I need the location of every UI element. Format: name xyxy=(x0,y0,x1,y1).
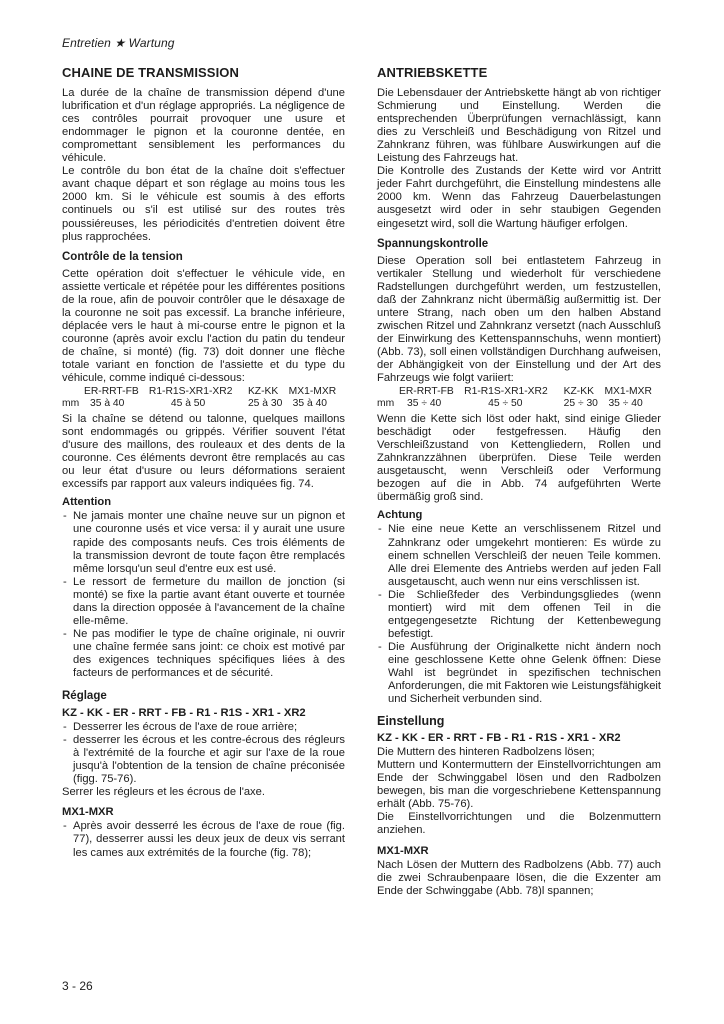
fr-mx-item: - Après avoir desserré les écrous de l'axe de roue (fig. 77), desserrer aussi les deux jeux de deux vis serrant les cames aux extrémités de la fourche (fig. 78); xyxy=(62,820,345,859)
fr-mx-list xyxy=(62,820,345,859)
fr-attention-item: - Ne pas modifier le type de chaîne originale, ni ouvrir une chaîne fermée sans joint: ce choix est motivé par des exigences techniques spécifiques liées à des facteurs de performances et de sécurité. xyxy=(62,628,345,680)
fr-table-value-row xyxy=(62,398,345,410)
fr-table-header-row xyxy=(62,386,345,398)
de-table-value: 35 ÷ 40 xyxy=(608,398,643,410)
de-intro-paragraph: Die Kontrolle des Zustands der Kette wird vor Antritt jeder Fahrt durchgeführt, die Einstellung mindestens alle 2000 km. Wenn das Fahrzeug Dauerbelastungen ausgesetzt wird oder in sehr staubigen Gegenden eingesetzt wird, soll die Wartung häufiger erfolgen. xyxy=(377,165,661,230)
de-wear-paragraph: Wenn die Kette sich löst oder hakt, sind einige Glieder beschädigt oder festgefressen. Häufig den Verschleißzustand von Kettengliedern, Rollen und Zahnkranzzähnen überprüfen. Diese Teile werden ausgetauscht, wenn Verschleiß oder Verformung bezogen auf die in Abb. 74 aufgeführten Werte übermäßig groß sind. xyxy=(377,413,661,504)
fr-reglage-list xyxy=(62,721,345,786)
de-table-header-row xyxy=(377,386,661,398)
de-einstellung-line: Muttern und Kontermuttern der Einstellvorrichtungen am Ende der Schwinggabel lösen und den Radbolzen bewegen, bis man die vorgeschriebene Kettenspannung erhält (Abb. 75-76). xyxy=(377,759,661,811)
de-attention-heading: Achtung xyxy=(377,509,423,522)
de-table-model: KZ-KK xyxy=(563,386,594,398)
fr-reglage-item: - desserrer les écrous et les contre-écrous des régleurs à l'extrémité de la fourche et agir sur l'axe de la roue jusqu'à l'obtention de la tension de chaîne préconisée (figg. 75-76). xyxy=(62,734,345,786)
french-column xyxy=(62,66,345,860)
fr-attention-heading: Attention xyxy=(62,496,112,509)
de-table-model: ER-RRT-FB xyxy=(399,386,454,398)
fr-mx-heading: MX1-MXR xyxy=(62,806,114,819)
fr-reglage-item: - Desserrer les écrous de l'axe de roue arrière; xyxy=(62,721,345,734)
fr-attention-item: - Ne jamais monter une chaîne neuve sur un pignon et une couronne usés et vice versa: il y aurait une usure rapide des composants neufs. Ces trois éléments de la transmission devront de toute façon être remplacés même lorsqu'un seul d'entre eux est usé. xyxy=(62,510,345,575)
fr-section-title: CHAINE DE TRANSMISSION xyxy=(62,65,239,80)
de-section-title: ANTRIEBSKETTE xyxy=(377,65,488,80)
fr-attention-item: - Le ressort de fermeture du maillon de jonction (si monté) se fixe la partie avant étant ouverte et tournée dans la direction opposée à l'avancement de la chaîne elle-même. xyxy=(62,576,345,628)
de-einstellung-models: KZ - KK - ER - RRT - FB - R1 - R1S - XR1 - XR2 xyxy=(377,732,621,745)
de-tension-paragraph: Diese Operation soll bei entlastetem Fahrzeug in vertikaler Stellung und wiederholt für verschiedene Radstellungen durchgeführt werden, um festzustellen, daß der Zahnkranz nicht übermäßig außermittig ist. Der untere Strang, nach oben um den halben Abstand zwischen Ritzel und Zahnkranz versetzt (nach Ausschluß der Einwirkung des Kettenspannschuhs, wenn montiert) (Abb. 73), soll einen vollständigen Durchhang aufweisen, der Abhängigkeit von der Einstellung und der Art des Fahrzeugs wie folgt variiert: xyxy=(377,254,661,385)
de-attention-list xyxy=(377,523,661,706)
fr-intro-paragraph: Le contrôle du bon état de la chaîne doit s'effectuer avant chaque départ et son réglage au moins tous les 2000 km. Si le véhicule est soumis à des efforts continuels ou s'il est utilisé sur des routes très poussiéreuses, les périodicités d'entretien doivent être plus rapprochées. xyxy=(62,165,345,243)
de-tension-table xyxy=(377,386,661,410)
fr-reglage-end: Serrer les régleurs et les écrous de l'axe. xyxy=(62,786,265,799)
fr-table-model: R1-R1S-XR1-XR2 xyxy=(148,386,233,398)
de-attention-item: - Die Schließfeder des Verbindungsgliedes (wenn montiert) wird mit dem offenen Teil in die entgegengesetzte Richtung der Kettenbewegung befestigt. xyxy=(377,589,661,641)
page-number: 3 - 26 xyxy=(62,979,93,993)
de-attention-item: - Die Ausführung der Originalkette nicht ändern noch eine geschlossene Kette ohne Gelenk öffnen: Diese Wahl ist begründet in spezifischen technischen Anforderungen, die mit Faktoren wie Leistungsfähigkeit und Sicherheit verbunden sind. xyxy=(377,641,661,706)
de-attention-item: - Nie eine neue Kette an verschlissenem Ritzel und Zahnkranz oder umgekehrt montieren: Es würde zu einem schnellen Verschleiß der neuen Teile kommen. Alle drei Elemente des Antriebs werden auf jeden Fall ausgetauscht, auch wenn nur eins verschlissen ist. xyxy=(377,523,661,588)
de-einstellung-line: Die Muttern des hinteren Radbolzens lösen; xyxy=(377,746,595,759)
de-tension-heading: Spannungskontrolle xyxy=(377,237,489,250)
fr-tension-table xyxy=(62,386,345,410)
fr-table-value: 25 à 30 xyxy=(247,398,283,410)
fr-attention-list xyxy=(62,510,345,680)
fr-table-model: KZ-KK xyxy=(247,386,279,398)
running-header: Entretien ★ Wartung xyxy=(62,36,175,50)
fr-tension-heading: Contrôle de la tension xyxy=(62,250,183,263)
de-mx-paragraph: Nach Lösen der Muttern des Radbolzens (Abb. 77) auch die zwei Schraubenpaare lösen, die die Exzenter am Ende der Schwinggabe (Abb. 78)l spannen; xyxy=(377,858,661,897)
de-table-unit: mm xyxy=(377,398,395,410)
de-einstellung-line: Die Einstellvorrichtungen und die Bolzenmuttern anziehen. xyxy=(377,811,661,837)
fr-reglage-heading: Réglage xyxy=(62,690,107,703)
fr-table-unit: mm xyxy=(62,398,80,410)
de-intro-paragraph: Die Lebensdauer der Antriebskette hängt ab von richtiger Schmierung und Einstellung. Werden die entsprechenden Überprüfungen vernachlässigt, kann dies zu Verschleiß und Beschädigung von Ritzel und Zahnkranz führen, was fühlbare Auswirkungen auf die Leistung des Fahrzeugs hat. xyxy=(377,87,661,165)
fr-table-model: MX1-MXR xyxy=(288,386,337,398)
de-mx-heading: MX1-MXR xyxy=(377,844,429,857)
de-table-model: R1-R1S-XR1-XR2 xyxy=(464,386,548,398)
fr-table-value: 35 à 40 xyxy=(292,398,328,410)
de-table-value: 35 ÷ 40 xyxy=(407,398,442,410)
fr-table-value: 35 à 40 xyxy=(90,398,125,410)
fr-reglage-models: KZ - KK - ER - RRT - FB - R1 - R1S - XR1 - XR2 xyxy=(62,707,306,720)
fr-tension-paragraph: Cette opération doit s'effectuer le véhicule vide, en assiette verticale et répétée pour les différentes positions de la roue, afin de pouvoir contrôler que le désaxage de la couronne ne soit pas excessif. La branche inférieure, déplacée vers le haut à mi-course entre le pignon et la couronne (après avoir exclu l'action du patin du tendeur de chaîne, si monté) (fig. 73) doit donner une flèche totale variant en fonction de l'assiette et du type du véhicule, comme indiqué ci-dessous: xyxy=(62,267,345,385)
de-table-value-row xyxy=(377,398,661,410)
fr-intro-paragraph: La durée de la chaîne de transmission dépend d'une lubrification et d'un réglage appropriés. La négligence de ces contrôles pourrait provoquer une usure et endommager le pignon et la couronne dentée, en compromettant sensiblement les performances du véhicule. xyxy=(62,87,345,165)
fr-wear-paragraph: Si la chaîne se détend ou talonne, quelques maillons sont endommagés ou grippés. Vérifier souvent l'état d'usure des maillons, des rouleaux et des dents de la couronne. Ces éléments devront être remplacés au cas ou leur état d'usure ou leurs déformations seraient excessifs par rapport aux valeurs indiquées fig. 74. xyxy=(62,413,345,491)
de-table-model: MX1-MXR xyxy=(604,386,652,398)
fr-table-model: ER-RRT-FB xyxy=(84,386,139,398)
fr-table-value: 45 à 50 xyxy=(170,398,206,410)
de-table-value: 45 ÷ 50 xyxy=(488,398,523,410)
german-column xyxy=(377,66,661,898)
de-table-value: 25 ÷ 30 xyxy=(563,398,598,410)
de-einstellung-heading: Einstellung xyxy=(377,714,445,729)
